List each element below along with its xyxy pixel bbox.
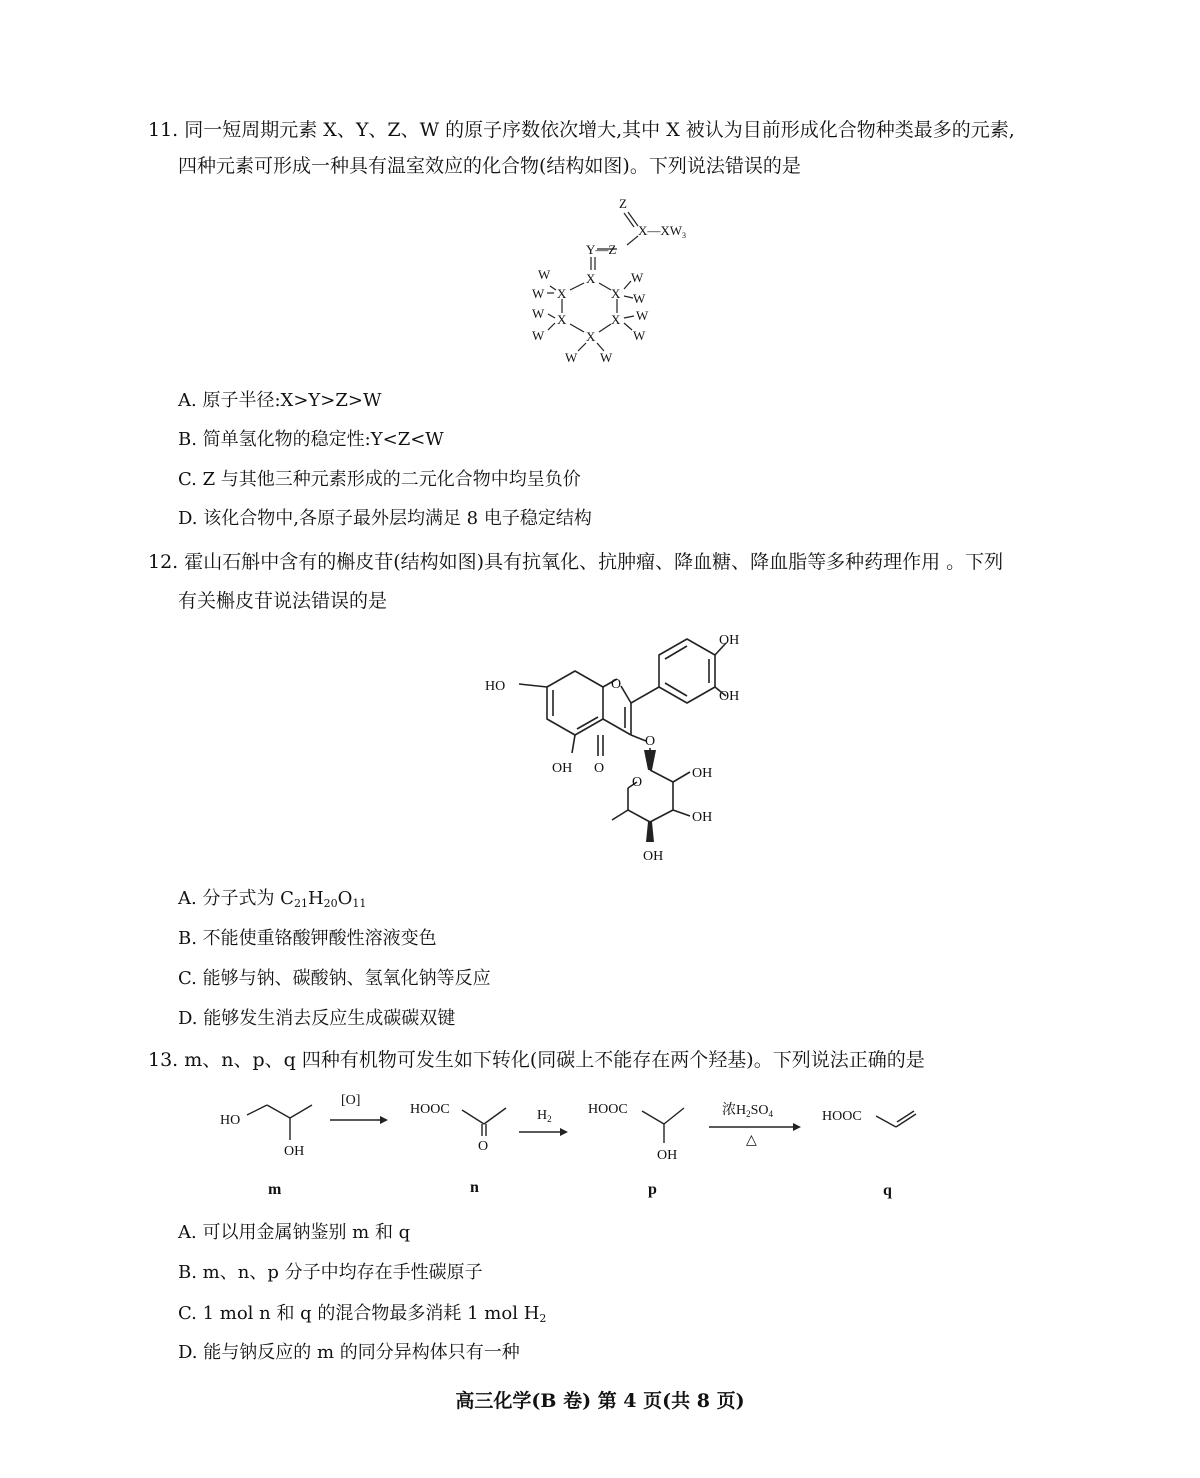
q13-label-q: q (883, 1182, 892, 1199)
q12-sugar-oh2: OH (692, 810, 713, 825)
q11-w3: W (631, 270, 644, 285)
q11-option-b: B. 简单氢化物的稳定性:Y<Z<W (178, 429, 444, 450)
q11-atom-yz: Y—Z (586, 242, 617, 257)
q11-ring-x5: X (611, 312, 621, 327)
q11-w10: W (600, 350, 613, 365)
q13-stem-line1: 13. m、n、p、q 四种有机物可发生如下转化(同碳上不能存在两个羟基)。下列说法正确的是 (148, 1049, 925, 1071)
q12-sugar-oh1: OH (692, 766, 713, 781)
q13-option-a: A. 可以用金属钠鉴别 m 和 q (178, 1222, 411, 1243)
q12-oh-bottom-left: OH (552, 761, 573, 776)
q12-option-a: A. 分子式为 $C_{21}H_{20}O_{11}$ (178, 888, 367, 910)
q11-w2: W (532, 286, 545, 301)
q12-carbonyl-o: O (594, 761, 605, 776)
q13-n-o: O (478, 1139, 489, 1154)
q13-reagent-oxidation: [O] (341, 1093, 361, 1108)
q13-label-p: p (648, 1181, 657, 1198)
q11-option-a: A. 原子半径:X>Y>Z>W (178, 390, 382, 411)
q13-m-oh: OH (284, 1144, 305, 1159)
q13-p-oh: OH (657, 1148, 678, 1163)
q11-w5: W (532, 306, 545, 321)
q13-label-n: n (470, 1179, 479, 1196)
q11-ring-x4: X (557, 312, 567, 327)
q12-option-c: C. 能够与钠、碳酸钠、氢氧化钠等反应 (178, 968, 491, 989)
q12-option-d: D. 能够发生消去反应生成碳碳双键 (178, 1008, 456, 1029)
q11-w6: W (532, 328, 545, 343)
q11-atom-xxw3: $X—XW_3$ (638, 223, 687, 240)
q11-stem-line1: 11. 同一短周期元素 X、Y、Z、W 的原子序数依次增大,其中 X 被认为目前形成化合物种类最多的元素, (148, 119, 1015, 141)
q13-label-m: m (268, 1181, 282, 1198)
q12-quercitrin-structure (480, 622, 760, 870)
q11-ring-x1: X (586, 271, 596, 286)
q11-w7: W (636, 308, 649, 323)
q12-option-b: B. 不能使重铬酸钾酸性溶液变色 (178, 928, 437, 949)
q12-stem-line2: 有关槲皮苷说法错误的是 (178, 590, 388, 612)
q12-sugar-ring-o: O (632, 775, 643, 790)
q13-option-b: B. m、n、p 分子中均存在手性碳原子 (178, 1262, 483, 1283)
q13-q-hooc: HOOC (822, 1109, 862, 1124)
q13-reagent-h2: $H_2$ (537, 1108, 552, 1124)
q13-heat-symbol: △ (746, 1133, 757, 1148)
q13-option-c: C. 1 mol n 和 q 的混合物最多消耗 1 mol $H_2$ (178, 1303, 547, 1325)
q13-p-hooc: HOOC (588, 1102, 628, 1117)
q11-w1: W (538, 267, 551, 282)
q11-atom-z-top: Z (619, 196, 627, 211)
q12-oh-top: OH (719, 633, 740, 648)
q11-ring-x2: X (557, 286, 567, 301)
q13-m-ho: HO (220, 1113, 241, 1128)
q11-w8: W (633, 328, 646, 343)
q13-n-hooc: HOOC (410, 1102, 450, 1117)
q11-w4: W (633, 291, 646, 306)
q11-w9: W (565, 350, 578, 365)
q12-glycoside-o: O (645, 734, 656, 749)
q13-option-d: D. 能与钠反应的 m 的同分异构体只有一种 (178, 1342, 520, 1363)
page-footer: 高三化学(B 卷) 第 4 页(共 8 页) (455, 1390, 745, 1412)
q13-reaction-scheme (210, 1088, 930, 1200)
q11-stem-line2: 四种元素可形成一种具有温室效应的化合物(结构如图)。下列说法错误的是 (178, 155, 801, 177)
q12-stem-line1: 12. 霍山石斛中含有的槲皮苷(结构如图)具有抗氧化、抗肿瘤、降血糖、降血脂等多种药理作用 。下列 (148, 551, 1004, 573)
q12-ring-o: O (611, 677, 622, 692)
q11-option-c: C. Z 与其他三种元素形成的二元化合物中均呈负价 (178, 469, 581, 490)
q11-structure-diagram (520, 190, 720, 370)
q11-ring-x6: X (586, 329, 596, 344)
q12-oh-right: OH (719, 689, 740, 704)
q11-option-d: D. 该化合物中,各原子最外层均满足 8 电子稳定结构 (178, 508, 592, 529)
q12-sugar-oh3: OH (643, 849, 664, 864)
q12-ho-left: HO (485, 679, 506, 694)
q11-ring-x3: X (611, 286, 621, 301)
q13-reagent-h2so4: 浓$H_2SO_4$ (722, 1103, 774, 1119)
